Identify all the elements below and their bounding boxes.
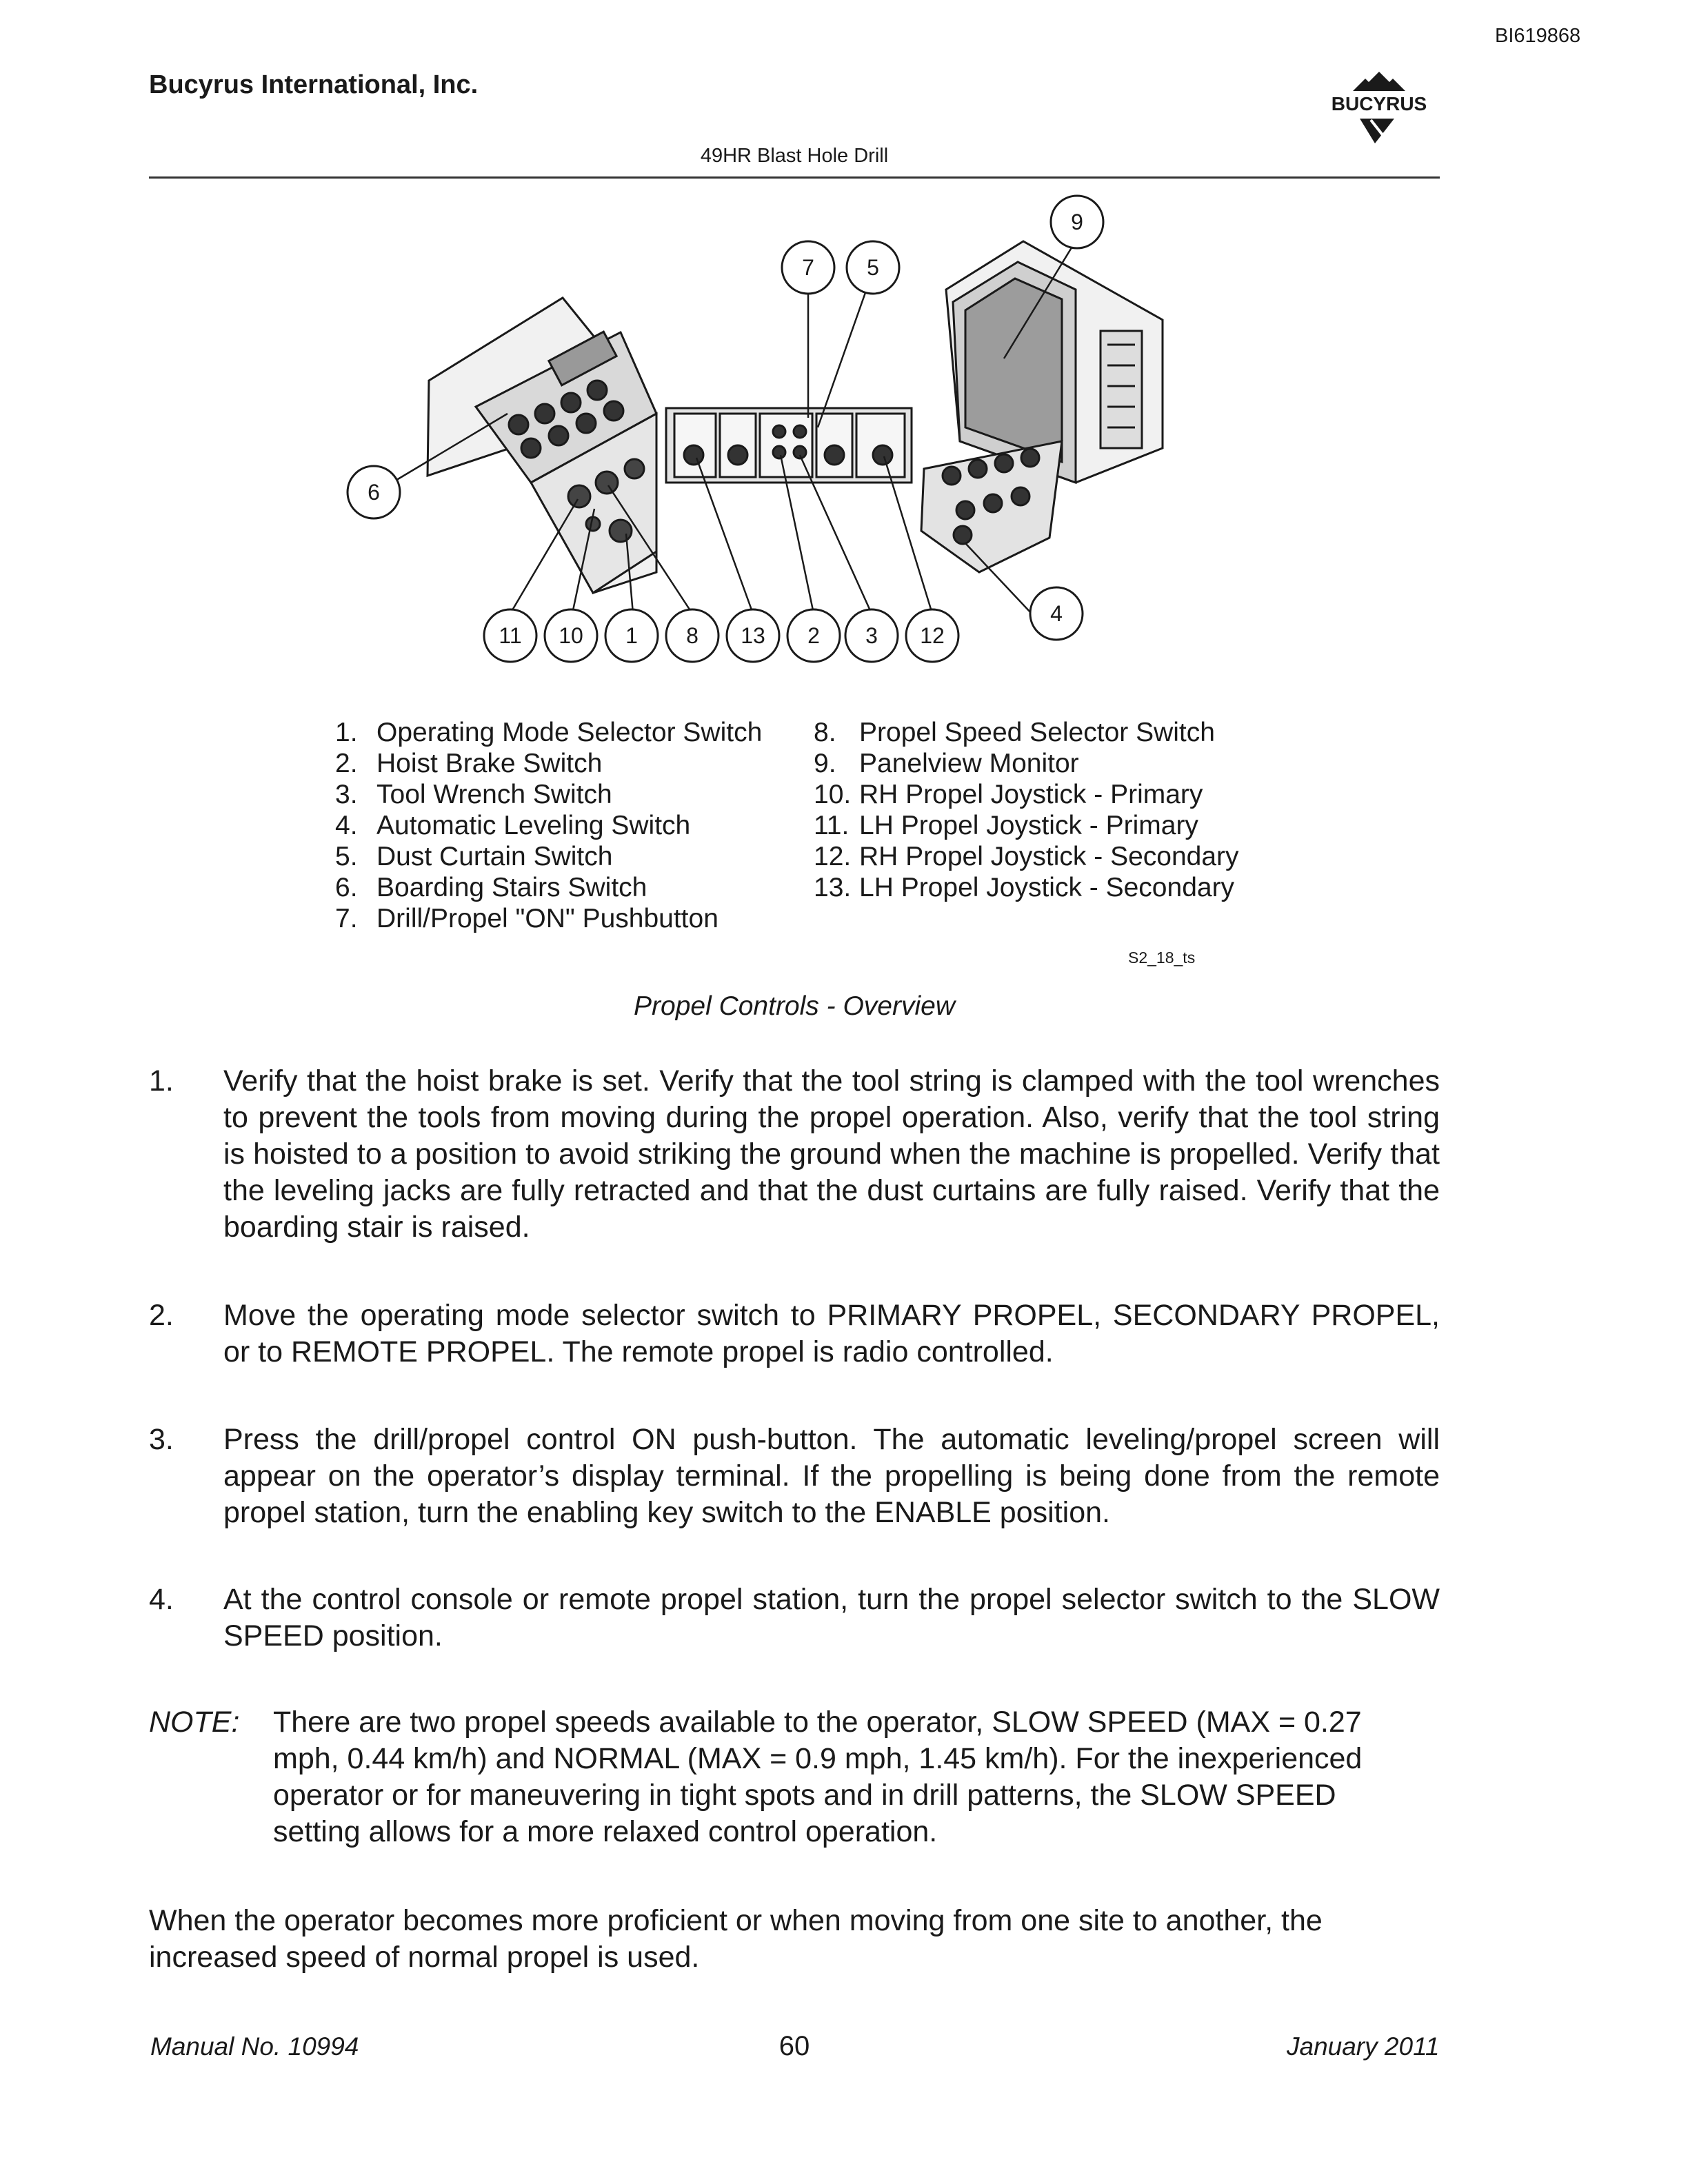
legend-item	[335, 717, 762, 748]
note-text: There are two propel speeds available to the operator, SLOW SPEED (MAX = 0.27 mph, 0.44 km/h) and NORMAL (MAX = 0.9 mph, 1.45 km/h). For the inexperienced operator or for maneuvering in tight spots and in drill patterns, the SLOW SPEED setting allows for a more relaxed control operation.	[273, 1706, 1363, 1848]
step-number: 4.	[149, 1583, 174, 1616]
legend-label: Propel Speed Selector Switch	[859, 718, 1215, 747]
callout-8	[666, 609, 719, 662]
document-id: BI619868	[1495, 25, 1581, 47]
svg-text:10: 10	[559, 623, 583, 648]
svg-text:1: 1	[625, 623, 638, 648]
legend-number: 3.	[335, 780, 358, 809]
legend-label: Hoist Brake Switch	[376, 749, 603, 778]
legend-label: RH Propel Joystick - Primary	[859, 780, 1203, 809]
svg-text:4: 4	[1050, 601, 1063, 626]
legend-label: Boarding Stairs Switch	[376, 873, 647, 902]
step-number: 3.	[149, 1423, 174, 1456]
closing-paragraph: When the operator becomes more proficient or when moving from one site to another, the increased speed of normal propel is used.	[149, 1904, 1323, 1974]
step-text: Move the operating mode selector switch to PRIMARY PROPEL, SECONDARY PROPEL, or to REMOTE PROPEL. The remote propel is radio controlled.	[223, 1299, 1440, 1368]
procedure-step	[149, 1297, 1440, 1371]
step-number: 2.	[149, 1299, 174, 1332]
legend-number: 6.	[335, 873, 358, 902]
svg-text:8: 8	[686, 623, 699, 648]
legend-label: LH Propel Joystick - Primary	[859, 811, 1198, 840]
svg-text:2: 2	[807, 623, 820, 648]
legend-label: Tool Wrench Switch	[376, 780, 612, 809]
legend-number: 7.	[335, 904, 358, 933]
left-console-illustration	[428, 298, 656, 593]
callout-12	[906, 609, 958, 662]
legend-label: Drill/Propel "ON" Pushbutton	[376, 904, 719, 933]
callout-13	[727, 609, 779, 662]
document-subtitle: 49HR Blast Hole Drill	[700, 145, 889, 167]
footer-manual-number: Manual No. 10994	[150, 2032, 359, 2061]
legend-label: Dust Curtain Switch	[376, 842, 613, 871]
legend-item	[814, 841, 1239, 872]
callout-1	[605, 609, 658, 662]
legend-number: 10.	[814, 780, 852, 809]
logo-text: BUCYRUS	[1331, 93, 1427, 114]
legend-item	[335, 810, 762, 841]
step-number: 1.	[149, 1064, 174, 1098]
legend-label: Automatic Leveling Switch	[376, 811, 691, 840]
svg-text:11: 11	[499, 623, 522, 648]
callout-9	[1051, 196, 1103, 248]
legend-label: Panelview Monitor	[859, 749, 1079, 778]
svg-text:5: 5	[867, 255, 879, 280]
procedure-step	[149, 1063, 1440, 1246]
svg-text:9: 9	[1071, 210, 1083, 234]
procedure-step	[149, 1422, 1440, 1531]
legend-number: 11.	[814, 811, 850, 840]
legend-label: RH Propel Joystick - Secondary	[859, 842, 1239, 871]
note-block	[149, 1704, 1440, 1850]
callout-4	[1030, 587, 1083, 640]
legend-number: 8.	[814, 718, 836, 747]
svg-text:6: 6	[368, 480, 380, 505]
procedure-step	[149, 1581, 1440, 1655]
footer-date: January 2011	[1287, 2032, 1440, 2061]
company-name: Bucyrus International, Inc.	[149, 70, 479, 99]
callout-11	[484, 609, 536, 662]
callout-5	[847, 241, 899, 294]
svg-text:12: 12	[920, 623, 945, 648]
svg-text:7: 7	[802, 255, 814, 280]
legend-item	[814, 872, 1239, 903]
legend-item	[814, 748, 1239, 779]
callout-7	[782, 241, 834, 294]
legend-left	[335, 717, 762, 934]
legend-item	[814, 779, 1239, 810]
center-panel-illustration	[666, 408, 912, 483]
callout-3	[845, 609, 898, 662]
legend-item	[335, 903, 762, 934]
callout-10	[545, 609, 597, 662]
header-rule	[149, 176, 1440, 179]
legend-number: 2.	[335, 749, 358, 778]
legend-number: 9.	[814, 749, 836, 778]
step-text: At the control console or remote propel station, turn the propel selector switch to the SLOW SPEED position.	[223, 1583, 1440, 1652]
figure-caption: Propel Controls - Overview	[634, 991, 955, 1021]
legend-item	[814, 810, 1239, 841]
figure-code: S2_18_ts	[1128, 949, 1196, 967]
legend-item	[335, 872, 762, 903]
legend-number: 1.	[335, 718, 358, 747]
legend-number: 5.	[335, 842, 358, 871]
right-console-illustration	[921, 241, 1163, 572]
step-text: Press the drill/propel control ON push-button. The automatic leveling/propel screen will appear on the operator’s display terminal. If the propelling is being done from the remote propel station, turn the enabling key switch to the ENABLE position.	[223, 1423, 1440, 1529]
step-text: Verify that the hoist brake is set. Verify that the tool string is clamped with the tool wrenches to prevent the tools from moving during the propel operation. Also, verify that the tool string is hoisted to a position to avoid striking the ground when the machine is propelled. Verify that the leveling jacks are fully retracted and that the dust curtains are fully raised. Verify that the boarding stair is raised.	[223, 1064, 1440, 1244]
legend-right	[814, 717, 1239, 903]
note-label: NOTE:	[149, 1706, 240, 1739]
legend-label: LH Propel Joystick - Secondary	[859, 873, 1235, 902]
legend-item	[335, 779, 762, 810]
svg-text:13: 13	[741, 623, 765, 648]
callout-2	[787, 609, 840, 662]
bucyrus-logo	[1317, 70, 1441, 150]
footer-page-number: 60	[778, 2031, 810, 2061]
svg-text:3: 3	[865, 623, 878, 648]
legend-number: 13.	[814, 873, 852, 902]
legend-item	[814, 717, 1239, 748]
propel-controls-figure	[331, 193, 1214, 676]
legend-number: 4.	[335, 811, 358, 840]
legend-number: 12.	[814, 842, 852, 871]
callout-6	[348, 466, 400, 518]
legend-item	[335, 748, 762, 779]
legend-label: Operating Mode Selector Switch	[376, 718, 763, 747]
legend-item	[335, 841, 762, 872]
